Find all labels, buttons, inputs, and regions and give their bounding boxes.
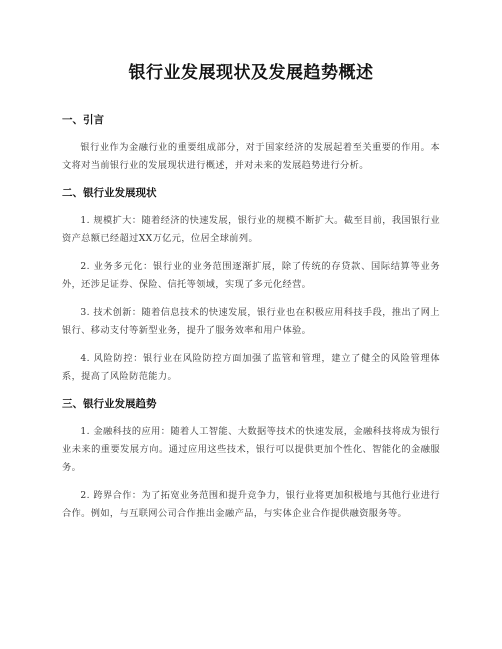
paragraph: 1. 金融科技的应用：随着人工智能、大数据等技术的快速发展，金融科技将成为银行业未来的重要发展方向。通过应用这些技术，银行可以提供更加个性化、智能化的金融服务。 (62, 426, 440, 473)
paragraph: 银行业作为金融行业的重要组成部分，对于国家经济的发展起着至关重要的作用。本文将对当前银行业的发展现状进行概述，并对未来的发展趋势进行分析。 (62, 142, 440, 171)
paragraph: 2. 业务多元化：银行业的业务范围逐渐扩展，除了传统的存贷款、国际结算等业务外，还涉足证券、保险、信托等领域，实现了多元化经营。 (62, 261, 440, 290)
section-trends (62, 396, 440, 523)
section-current-status (62, 185, 440, 386)
paragraph: 2. 跨界合作：为了拓宽业务范围和提升竞争力，银行业将更加积极地与其他行业进行合作。例如，与互联网公司合作推出金融产品，与实体企业合作提供融资服务等。 (62, 490, 440, 519)
section-heading: 三、银行业发展趋势 (62, 398, 157, 410)
document-title: 银行业发展现状及发展趋势概述 (128, 63, 374, 83)
section-introduction (62, 112, 440, 175)
paragraph: 3. 技术创新：随着信息技术的快速发展，银行业也在积极应用科技手段，推出了网上银行、移动支付等新型业务，提升了服务效率和用户体验。 (62, 307, 440, 336)
paragraph: 1. 规模扩大：随着经济的快速发展，银行业的规模不断扩大。截至目前，我国银行业资产总额已经超过XX万亿元，位居全球前列。 (62, 215, 440, 244)
paragraph: 4. 风险防控：银行业在风险防控方面加强了监管和管理，建立了健全的风险管理体系，提高了风险防范能力。 (62, 353, 440, 382)
section-heading: 二、银行业发展现状 (62, 187, 157, 199)
section-heading: 一、引言 (62, 114, 104, 126)
